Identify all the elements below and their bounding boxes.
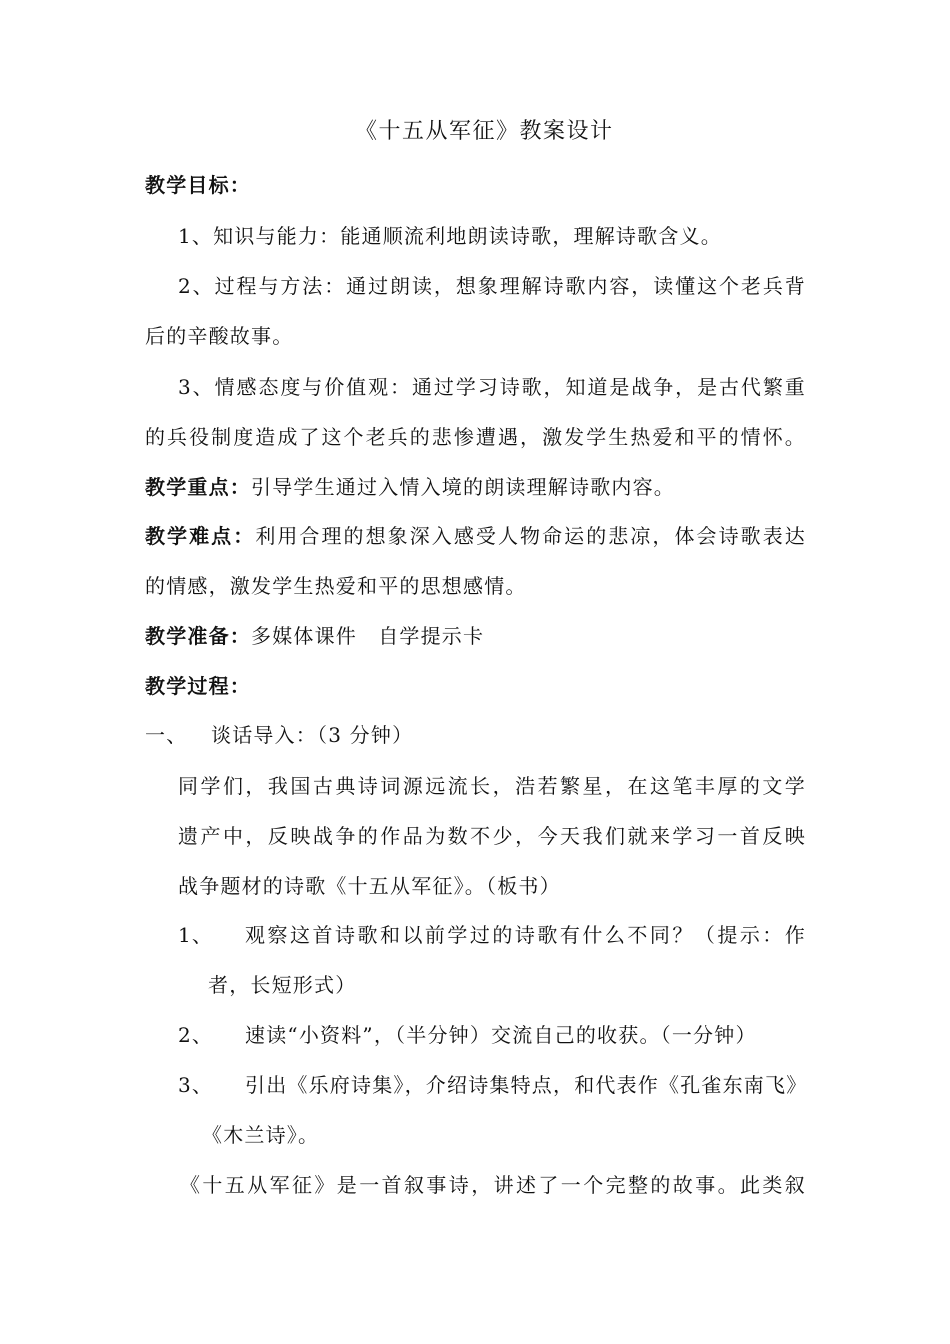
- step-2-text: 速读“小资料”，（半分钟）交流自己的收获。（一分钟）: [245, 1023, 757, 1047]
- intro-line-2: 遗产中，反映战争的作品为数不少，今天我们就来学习一首反映: [178, 824, 806, 848]
- section-1-number: 一、: [145, 723, 188, 747]
- closing-line: 《十五从军征》是一首叙事诗，讲述了一个完整的故事。此类叙: [180, 1173, 806, 1197]
- step-1-line-1: 观察这首诗歌和以前学过的诗歌有什么不同？（提示：作: [245, 923, 806, 947]
- step-3-line-1: 引出《乐府诗集》，介绍诗集特点，和代表作《孔雀东南飞》: [245, 1073, 808, 1097]
- objective-3-line-2: 的兵役制度造成了这个老兵的悲惨遭遇，激发学生热爱和平的情怀。: [145, 425, 806, 449]
- difficulty-line-1: [145, 522, 806, 550]
- process-heading: 教学过程：: [145, 674, 251, 698]
- key-point-text: 引导学生通过入情入境的朗读理解诗歌内容。: [251, 475, 675, 499]
- key-point: [145, 473, 675, 501]
- preparation-text: 多媒体课件 自学提示卡: [251, 624, 485, 648]
- difficulty-label: 教学难点：: [145, 524, 256, 548]
- objective-3-line-1: 3、情感态度与价值观：通过学习诗歌，知道是战争，是古代繁重: [178, 375, 806, 399]
- step-1-line-2: 者，长短形式）: [208, 973, 357, 997]
- objective-2-line-1: 2、过程与方法：通过朗读，想象理解诗歌内容，读懂这个老兵背: [178, 274, 806, 298]
- step-2-number: 2、: [178, 1023, 214, 1047]
- preparation-label: 教学准备：: [145, 624, 251, 648]
- section-1-title: 谈话导入：（3 分钟）: [211, 723, 414, 747]
- preparation: [145, 622, 484, 650]
- intro-line-3: 战争题材的诗歌《十五从军征》。（板书）: [178, 874, 561, 898]
- intro-line-1: 同学们，我国古典诗词源远流长，浩若繁星，在这笔丰厚的文学: [178, 774, 806, 798]
- objective-2-line-2: 后的辛酸故事。: [145, 324, 294, 348]
- objectives-heading: 教学目标：: [145, 173, 251, 197]
- key-point-label: 教学重点：: [145, 475, 251, 499]
- step-3-line-2: 《木兰诗》。: [202, 1123, 320, 1147]
- difficulty-text-line-1: 利用合理的想象深入感受人物命运的悲凉，体会诗歌表达: [255, 524, 807, 548]
- step-1-number: 1、: [178, 923, 214, 947]
- objective-1: 1、知识与能力：能通顺流利地朗读诗歌，理解诗歌含义。: [178, 224, 722, 248]
- page-title: 《十五从军征》教案设计: [355, 119, 614, 144]
- step-3-number: 3、: [178, 1073, 214, 1097]
- difficulty-line-2: 的情感，激发学生热爱和平的思想感情。: [145, 574, 527, 598]
